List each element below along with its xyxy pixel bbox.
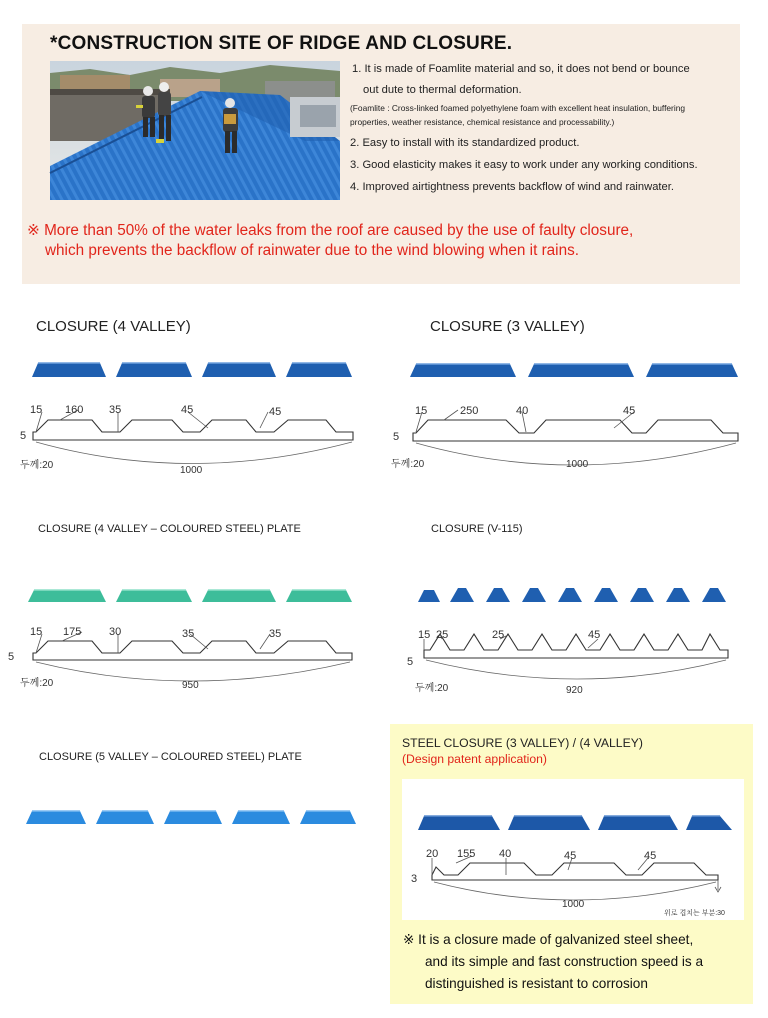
steel-note-line1: ※ It is a closure made of galvanized steel sheet, bbox=[403, 932, 694, 947]
c4v-width: 1000 bbox=[180, 465, 203, 476]
c4v-dim-b: 160 bbox=[65, 404, 84, 416]
steel-note-line3: distinguished is resistant to corrosion bbox=[425, 976, 648, 991]
c4vs-dim-b: 175 bbox=[63, 626, 82, 638]
feature-1-note-line1: (Foamlite : Cross-linked foamed polyethylene foam with excellent heat insulation, buffering bbox=[350, 103, 686, 113]
steel-closure-drawing bbox=[402, 800, 744, 920]
warning-line2: which prevents the backflow of rainwater due to the wind blowing when it rains. bbox=[45, 242, 579, 259]
steel-closure-product bbox=[418, 816, 732, 830]
construction-site-photo bbox=[50, 61, 340, 200]
closure-4-valley-steel-product bbox=[28, 590, 352, 602]
steel-dim-d: 45 bbox=[564, 850, 577, 862]
feature-3: 3. Good elasticity makes it easy to work under any working conditions. bbox=[350, 159, 698, 171]
c3v-dim-a: 15 bbox=[415, 405, 428, 417]
cv115-width: 920 bbox=[566, 685, 583, 696]
steel-width: 1000 bbox=[562, 899, 585, 910]
closure-5-valley-steel-product bbox=[26, 811, 356, 824]
closure-4-valley-title: CLOSURE (4 VALLEY) bbox=[36, 318, 191, 335]
c4vs-width: 950 bbox=[182, 680, 199, 691]
warning-line1: ※ More than 50% of the water leaks from the roof are caused by the use of faulty closure, bbox=[27, 222, 634, 239]
closure-4-valley-product bbox=[32, 363, 352, 377]
c4vs-dim-side: 5 bbox=[8, 651, 15, 663]
c3v-dim-b: 250 bbox=[460, 405, 479, 417]
cv115-dim-d: 45 bbox=[588, 629, 601, 641]
cv115-dim-b: 25 bbox=[436, 629, 449, 641]
closure-4-valley-steel-drawing bbox=[8, 580, 365, 695]
c3v-width: 1000 bbox=[566, 459, 589, 470]
feature-4: 4. Improved airtightness prevents backflow of wind and rainwater. bbox=[350, 181, 674, 193]
c3v-dim-c: 40 bbox=[516, 405, 529, 417]
design-patent-label: (Design patent application) bbox=[402, 752, 547, 766]
feature-1-line1: 1. It is made of Foamlite material and so, it does not bend or bounce bbox=[352, 63, 690, 75]
cv115-thickness: 두께:20 bbox=[415, 683, 449, 694]
cv115-dim-side: 5 bbox=[407, 656, 414, 668]
c4vs-dim-e: 35 bbox=[269, 628, 282, 640]
closure-5-valley-steel-title: CLOSURE (5 VALLEY – COLOURED STEEL) PLATE bbox=[39, 751, 302, 763]
cv115-dim-a: 15 bbox=[418, 629, 431, 641]
c4vs-thickness: 두께:20 bbox=[20, 678, 54, 689]
closure-3-valley-product bbox=[410, 364, 738, 377]
steel-note-line2: and its simple and fast construction speed is a bbox=[425, 954, 704, 969]
steel-dim-a: 20 bbox=[426, 848, 439, 860]
c4v-dim-a: 15 bbox=[30, 404, 43, 416]
closure-3-valley-title: CLOSURE (3 VALLEY) bbox=[430, 318, 585, 335]
closure-v115-product bbox=[418, 588, 726, 602]
closure-5-valley-steel-drawing bbox=[20, 800, 365, 835]
c4v-dim-e: 45 bbox=[269, 406, 282, 418]
steel-closure-title: STEEL CLOSURE (3 VALLEY) / (4 VALLEY) bbox=[402, 736, 643, 750]
c4v-dim-c: 35 bbox=[109, 404, 122, 416]
closure-v115-drawing bbox=[388, 580, 753, 695]
steel-dim-side: 3 bbox=[411, 873, 418, 885]
steel-dim-b: 155 bbox=[457, 848, 476, 860]
steel-dim-e: 45 bbox=[644, 850, 657, 862]
c4v-dim-d: 45 bbox=[181, 404, 194, 416]
roof-workers-image bbox=[50, 61, 340, 200]
page-title: *CONSTRUCTION SITE OF RIDGE AND CLOSURE. bbox=[50, 33, 513, 54]
steel-overlap-label: 위로 겹치는 부분:30 bbox=[664, 910, 725, 917]
c4vs-dim-d: 35 bbox=[182, 628, 195, 640]
closure-4-valley-steel-title: CLOSURE (4 VALLEY – COLOURED STEEL) PLATE bbox=[38, 523, 301, 535]
feature-1-note-line2: properties, weather resistance, chemical resistance and processability.) bbox=[350, 117, 615, 127]
c3v-dim-side: 5 bbox=[393, 431, 400, 443]
c4vs-dim-a: 15 bbox=[30, 626, 43, 638]
feature-2: 2. Easy to install with its standardized product. bbox=[350, 137, 580, 149]
closure-v115-title: CLOSURE (V-115) bbox=[431, 523, 523, 535]
closure-3-valley-drawing bbox=[388, 350, 753, 480]
cv115-dim-c: 25 bbox=[492, 629, 505, 641]
closure-4-valley-drawing bbox=[20, 350, 365, 480]
feature-1-line2: out dute to thermal deformation. bbox=[363, 84, 522, 96]
c4v-dim-side: 5 bbox=[20, 430, 27, 442]
c3v-thickness: 두께:20 bbox=[391, 459, 425, 470]
c4v-thickness: 두께:20 bbox=[20, 460, 54, 471]
c4vs-dim-c: 30 bbox=[109, 626, 122, 638]
steel-dim-c: 40 bbox=[499, 848, 512, 860]
c3v-dim-d: 45 bbox=[623, 405, 636, 417]
